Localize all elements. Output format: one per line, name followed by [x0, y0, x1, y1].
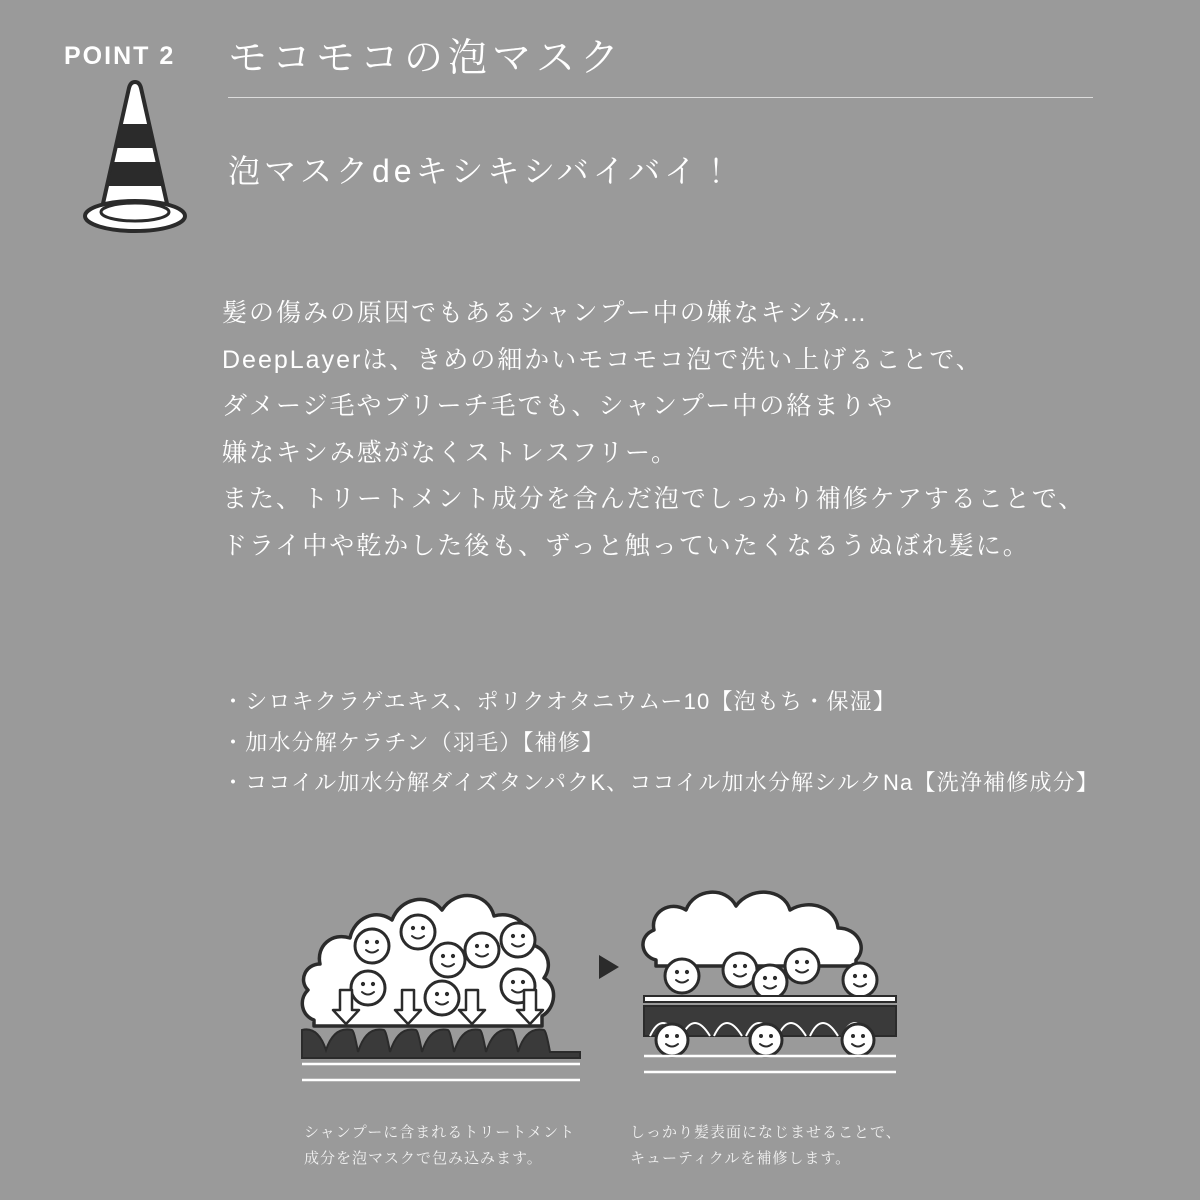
foam-mask-bubbles-on-cuticle-illustration	[296, 840, 586, 1095]
illustration-group	[0, 840, 1200, 1090]
body-line: また、トリートメント成分を含んだ泡でしっかり補修ケアすることで、	[222, 485, 1086, 513]
caption-group	[0, 1120, 1200, 1200]
traffic-cone-icon	[72, 76, 202, 236]
body-line: DeepLayerは、きめの細かいモコモコ泡で洗い上げることで、	[222, 345, 983, 374]
body-line: 髪の傷みの原因でもあるシャンプー中の嫌なキシみ…	[222, 299, 869, 327]
title-block	[228, 36, 1108, 98]
ingredient-item: ・ココイル加水分解ダイズタンパクK、ココイル加水分解シルクNa【洗浄補修成分】	[222, 770, 1100, 796]
page-title: モコモコの泡マスク	[228, 37, 625, 80]
caption-line: しっかり髪表面になじませることで、	[630, 1124, 902, 1141]
title-divider	[228, 97, 1093, 98]
caption-left	[304, 1120, 604, 1173]
ingredient-item: ・加水分解ケラチン（羽毛）【補修】	[222, 729, 605, 755]
ingredient-item: ・シロキクラゲエキス、ポリクオタニウムー10【泡もち・保湿】	[222, 689, 897, 714]
header	[0, 18, 1200, 248]
caption-right	[630, 1120, 930, 1173]
body-line: ダメージ毛やブリーチ毛でも、シャンプー中の絡まりや	[222, 392, 895, 420]
ingredient-list	[222, 688, 1142, 810]
bubbles-absorbed-into-hair-surface-illustration	[630, 850, 910, 1095]
subtitle: 泡マスクdeキシキシバイバイ！	[228, 153, 737, 189]
body-line: 嫌なキシみ感がなくストレスフリー。	[222, 438, 679, 467]
caption-line: シャンプーに含まれるトリートメント	[304, 1124, 576, 1141]
body-line: ドライ中や乾かした後も、ずっと触っていたくなるうぬぼれ髪に。	[222, 531, 1030, 560]
point-label: POINT 2	[64, 42, 176, 70]
caption-line: キューティクルを補修します。	[630, 1150, 852, 1168]
right-triangle-arrow-icon	[596, 952, 622, 987]
body-copy	[222, 296, 1122, 575]
caption-line: 成分を泡マスクで包み込みます。	[304, 1150, 543, 1168]
